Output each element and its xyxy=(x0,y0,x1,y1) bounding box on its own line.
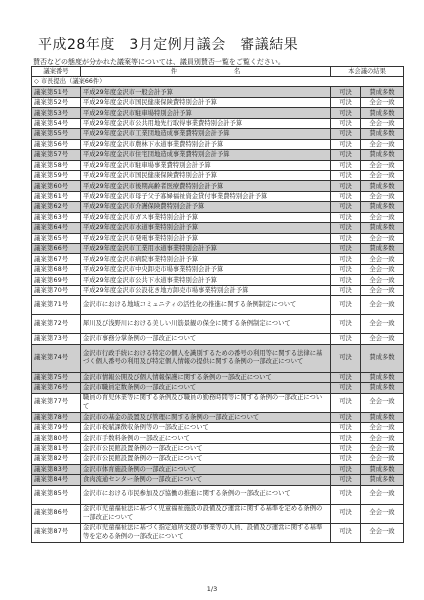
bill-subject: 平成29年度金沢市水道事業特別会計予算 xyxy=(81,223,331,233)
table-row xyxy=(32,212,404,222)
table-row xyxy=(32,170,404,180)
bill-subject: 金沢市公民館設置条例の一部改正について xyxy=(81,454,331,464)
table-row xyxy=(32,383,404,393)
table-row xyxy=(32,285,404,295)
bill-subject: 平成29年度金沢市工業団地造成事業費特別会計予算 xyxy=(81,129,331,139)
bill-number: 議案第57号 xyxy=(32,150,81,160)
table-row xyxy=(32,344,404,372)
bill-number: 議案第81号 xyxy=(32,443,81,453)
bill-vote: 全会一致 xyxy=(361,160,404,170)
bill-vote: 賛成多数 xyxy=(361,181,404,191)
bill-vote: 全会一致 xyxy=(361,393,404,412)
bill-number: 議案第63号 xyxy=(32,212,81,222)
table-row xyxy=(32,454,404,464)
table-header-row xyxy=(32,67,404,77)
bill-number: 議案第85号 xyxy=(32,485,81,504)
bill-subject: 金沢市における市民参加及び協働の推進に関する条例の一部改正について xyxy=(81,485,331,504)
bill-number: 議案第69号 xyxy=(32,275,81,285)
bill-subject: 平成29年度金沢市工業用水道事業特別会計予算 xyxy=(81,244,331,254)
bill-subject: 平成29年度金沢市農林下水道事業費特別会計予算 xyxy=(81,139,331,149)
bill-result: 可決 xyxy=(331,191,361,201)
bill-vote: 賛成多数 xyxy=(361,87,404,97)
bill-vote: 賛成多数 xyxy=(361,344,404,372)
bill-result: 可決 xyxy=(331,344,361,372)
bill-vote: 全会一致 xyxy=(361,170,404,180)
bill-number: 議案第58号 xyxy=(32,160,81,170)
bill-subject: 平成29年度金沢市母子父子寡婦福祉資金貸付事業費特別会計予算 xyxy=(81,191,331,201)
bill-result: 可決 xyxy=(331,275,361,285)
bill-number: 議案第78号 xyxy=(32,412,81,422)
table-row xyxy=(32,108,404,118)
bill-number: 議案第51号 xyxy=(32,87,81,97)
results-table xyxy=(31,66,404,543)
bill-vote: 全会一致 xyxy=(361,296,404,315)
table-row xyxy=(32,160,404,170)
bill-vote: 全会一致 xyxy=(361,254,404,264)
bill-vote: 賛成多数 xyxy=(361,150,404,160)
bill-subject: 平成29年度金沢市発電事業特別会計予算 xyxy=(81,233,331,243)
table-row xyxy=(32,523,404,542)
bill-vote: 全会一致 xyxy=(361,454,404,464)
bill-vote: 全会一致 xyxy=(361,97,404,107)
table-row xyxy=(32,244,404,254)
bill-number: 議案第70号 xyxy=(32,285,81,295)
bill-result: 可決 xyxy=(331,383,361,393)
bill-subject: 金沢市の基金の設置及び管理に関する条例の一部改正について xyxy=(81,412,331,422)
bill-number: 議案第56号 xyxy=(32,139,81,149)
bill-result: 可決 xyxy=(331,523,361,542)
bill-subject: 平成29年度金沢市介護保険費特別会計予算 xyxy=(81,202,331,212)
bill-result: 可決 xyxy=(331,212,361,222)
bill-number: 議案第74号 xyxy=(32,344,81,372)
bill-subject: 平成29年度金沢市住宅団地造成事業費特別会計予算 xyxy=(81,150,331,160)
bill-number: 議案第82号 xyxy=(32,454,81,464)
bill-number: 議案第76号 xyxy=(32,383,81,393)
bill-subject: 犀川及び浅野川における美しい川筋景観の保全に関する条例制定について xyxy=(81,315,331,334)
bill-number: 議案第52号 xyxy=(32,97,81,107)
bill-number: 議案第60号 xyxy=(32,181,81,191)
bill-subject: 金沢市における地域コミュニティの活性化の推進に関する条例制定について xyxy=(81,296,331,315)
bill-subject: 平成29年度金沢市公共用地先行取得事業費特別会計予算 xyxy=(81,118,331,128)
page-number: 1/3 xyxy=(206,585,218,593)
bill-subject: 金沢市事務分掌条例の一部改正について xyxy=(81,334,331,344)
bill-result: 可決 xyxy=(331,412,361,422)
bill-subject: 金沢市公民館設置条例の一部改正について xyxy=(81,443,331,453)
bill-vote: 全会一致 xyxy=(361,139,404,149)
bill-number: 議案第55号 xyxy=(32,129,81,139)
bill-vote: 全会一致 xyxy=(361,504,404,523)
bill-vote: 全会一致 xyxy=(361,433,404,443)
bill-vote: 賛成多数 xyxy=(361,129,404,139)
bill-vote: 賛成多数 xyxy=(361,244,404,254)
bill-result: 可決 xyxy=(331,150,361,160)
header-bill-number: 議案番号 xyxy=(32,67,81,77)
bill-subject: 金沢市児童福祉法に基づく指定通所支援の事業等の人員、設備及び運営に関する基準等を定める条例の一部改正について xyxy=(81,523,331,542)
bill-number: 議案第77号 xyxy=(32,393,81,412)
bill-subject: 金沢市行政手続における特定の個人を識別するための番号の利用等に関する法律に基づく個人番号の利用及び特定個人情報の提供に関する条例の一部改正について xyxy=(81,344,331,372)
table-row xyxy=(32,118,404,128)
header-result: 本会議の結果 xyxy=(331,67,404,77)
bill-subject: 金沢市手数料条例の一部改正について xyxy=(81,433,331,443)
bill-number: 議案第73号 xyxy=(32,334,81,344)
table-row xyxy=(32,412,404,422)
bill-vote: 全会一致 xyxy=(361,485,404,504)
bill-number: 議案第75号 xyxy=(32,372,81,382)
bill-result: 可決 xyxy=(331,475,361,485)
bill-vote: 賛成多数 xyxy=(361,475,404,485)
bill-number: 議案第71号 xyxy=(32,296,81,315)
table-row xyxy=(32,87,404,97)
bill-subject: 平成29年度金沢市駐車場特別会計予算 xyxy=(81,108,331,118)
bill-subject: 平成29年度金沢市国民健康保険費特別会計予算 xyxy=(81,170,331,180)
bill-vote: 全会一致 xyxy=(361,212,404,222)
table-row xyxy=(32,315,404,334)
bill-vote: 全会一致 xyxy=(361,264,404,274)
bill-result: 可決 xyxy=(331,433,361,443)
bill-result: 可決 xyxy=(331,223,361,233)
bill-vote: 全会一致 xyxy=(361,285,404,295)
bill-subject: 金沢市職員定数条例の一部改正について xyxy=(81,383,331,393)
table-row xyxy=(32,464,404,474)
bill-subject: 金沢市税賦課徴収条例等の一部改正について xyxy=(81,422,331,432)
bill-result: 可決 xyxy=(331,454,361,464)
bill-subject: 平成29年度金沢市公設花き地方卸売市場事業特別会計予算 xyxy=(81,285,331,295)
table-row xyxy=(32,504,404,523)
bill-vote: 賛成多数 xyxy=(361,412,404,422)
bill-result: 可決 xyxy=(331,129,361,139)
bill-number: 議案第62号 xyxy=(32,202,81,212)
bill-subject: 平成29年度金沢市駐車場事業費特別会計予算 xyxy=(81,160,331,170)
bill-vote: 全会一致 xyxy=(361,118,404,128)
page-note: 賛否などの態度が分かれた議案等については、議員別賛否一覧をご覧ください。 xyxy=(33,58,285,66)
table-row xyxy=(32,275,404,285)
bill-vote: 全会一致 xyxy=(361,523,404,542)
bill-vote: 賛成多数 xyxy=(361,372,404,382)
bill-result: 可決 xyxy=(331,296,361,315)
bill-number: 議案第64号 xyxy=(32,223,81,233)
bill-vote: 賛成多数 xyxy=(361,223,404,233)
table-row xyxy=(32,191,404,201)
bill-result: 可決 xyxy=(331,504,361,523)
table-row xyxy=(32,129,404,139)
bill-result: 可決 xyxy=(331,315,361,334)
bill-number: 議案第79号 xyxy=(32,422,81,432)
header-subject: 件 名 xyxy=(81,67,331,77)
bill-number: 議案第65号 xyxy=(32,233,81,243)
bill-result: 可決 xyxy=(331,118,361,128)
table-row xyxy=(32,264,404,274)
bill-subject: 職員の育児休業等に関する条例及び職員の勤務時間等に関する条例の一部改正について xyxy=(81,393,331,412)
bill-vote: 賛成多数 xyxy=(361,202,404,212)
bill-number: 議案第66号 xyxy=(32,244,81,254)
bill-vote: 賛成多数 xyxy=(361,464,404,474)
table-row xyxy=(32,422,404,432)
table-row xyxy=(32,372,404,382)
bill-number: 議案第53号 xyxy=(32,108,81,118)
bill-result: 可決 xyxy=(331,108,361,118)
bill-number: 議案第84号 xyxy=(32,475,81,485)
bill-subject: 食肉流通センター条例の一部改正について xyxy=(81,475,331,485)
bill-number: 議案第54号 xyxy=(32,118,81,128)
bill-number: 議案第61号 xyxy=(32,191,81,201)
bill-number: 議案第59号 xyxy=(32,170,81,180)
bill-vote: 全会一致 xyxy=(361,443,404,453)
bill-vote: 全会一致 xyxy=(361,334,404,344)
bill-result: 可決 xyxy=(331,485,361,504)
section-label: ◇ 市長提出（議案66件） xyxy=(32,77,404,87)
bill-number: 議案第67号 xyxy=(32,254,81,264)
bill-result: 可決 xyxy=(331,464,361,474)
bill-subject: 金沢市体育施設条例の一部改正について xyxy=(81,464,331,474)
bill-subject: 平成29年度金沢市中央卸売市場事業特別会計予算 xyxy=(81,264,331,274)
bill-result: 可決 xyxy=(331,202,361,212)
table-row xyxy=(32,97,404,107)
table-row xyxy=(32,334,404,344)
bill-number: 議案第72号 xyxy=(32,315,81,334)
bill-number: 議案第87号 xyxy=(32,523,81,542)
bill-subject: 金沢市児童福祉法に基づく児童福祉施設の設備及び運営に関する基準を定める条例の一部改正について xyxy=(81,504,331,523)
table-row xyxy=(32,254,404,264)
bill-result: 可決 xyxy=(331,170,361,180)
bill-subject: 平成29年度金沢市ガス事業特別会計予算 xyxy=(81,212,331,222)
bill-result: 可決 xyxy=(331,285,361,295)
bill-result: 可決 xyxy=(331,87,361,97)
bill-result: 可決 xyxy=(331,264,361,274)
page-title: 平成28年度 3月定例月議会 審議結果 xyxy=(38,37,299,53)
bill-result: 可決 xyxy=(331,254,361,264)
bill-result: 可決 xyxy=(331,422,361,432)
bill-vote: 全会一致 xyxy=(361,275,404,285)
bill-number: 議案第83号 xyxy=(32,464,81,474)
table-row xyxy=(32,433,404,443)
bill-subject: 平成29年度金沢市病院事業特別会計予算 xyxy=(81,254,331,264)
bill-result: 可決 xyxy=(331,139,361,149)
bill-result: 可決 xyxy=(331,372,361,382)
bill-result: 可決 xyxy=(331,233,361,243)
bill-number: 議案第68号 xyxy=(32,264,81,274)
bill-result: 可決 xyxy=(331,393,361,412)
table-row xyxy=(32,485,404,504)
table-row xyxy=(32,443,404,453)
bill-result: 可決 xyxy=(331,334,361,344)
bill-subject: 平成29年度金沢市一般会計予算 xyxy=(81,87,331,97)
bill-number: 議案第80号 xyxy=(32,433,81,443)
bill-result: 可決 xyxy=(331,181,361,191)
bill-result: 可決 xyxy=(331,97,361,107)
bill-number: 議案第86号 xyxy=(32,504,81,523)
table-row xyxy=(32,393,404,412)
bill-result: 可決 xyxy=(331,443,361,453)
table-row xyxy=(32,296,404,315)
table-row xyxy=(32,181,404,191)
bill-subject: 平成29年度金沢市後期高齢者医療費特別会計予算 xyxy=(81,181,331,191)
table-row xyxy=(32,233,404,243)
bill-result: 可決 xyxy=(331,160,361,170)
bill-vote: 賛成多数 xyxy=(361,108,404,118)
bill-vote: 全会一致 xyxy=(361,233,404,243)
table-row xyxy=(32,202,404,212)
table-row xyxy=(32,150,404,160)
table-row xyxy=(32,223,404,233)
bill-result: 可決 xyxy=(331,244,361,254)
bill-vote: 全会一致 xyxy=(361,191,404,201)
bill-vote: 賛成多数 xyxy=(361,383,404,393)
bill-subject: 金沢市情報公開及び個人情報保護に関する条例の一部改正について xyxy=(81,372,331,382)
bill-vote: 全会一致 xyxy=(361,422,404,432)
bill-subject: 平成29年度金沢市国民健康保険費特別会計予算 xyxy=(81,97,331,107)
bill-vote: 全会一致 xyxy=(361,315,404,334)
bill-subject: 平成29年度金沢市公共下水道事業特別会計予算 xyxy=(81,275,331,285)
table-row xyxy=(32,139,404,149)
table-row xyxy=(32,475,404,485)
section-row xyxy=(32,77,404,87)
